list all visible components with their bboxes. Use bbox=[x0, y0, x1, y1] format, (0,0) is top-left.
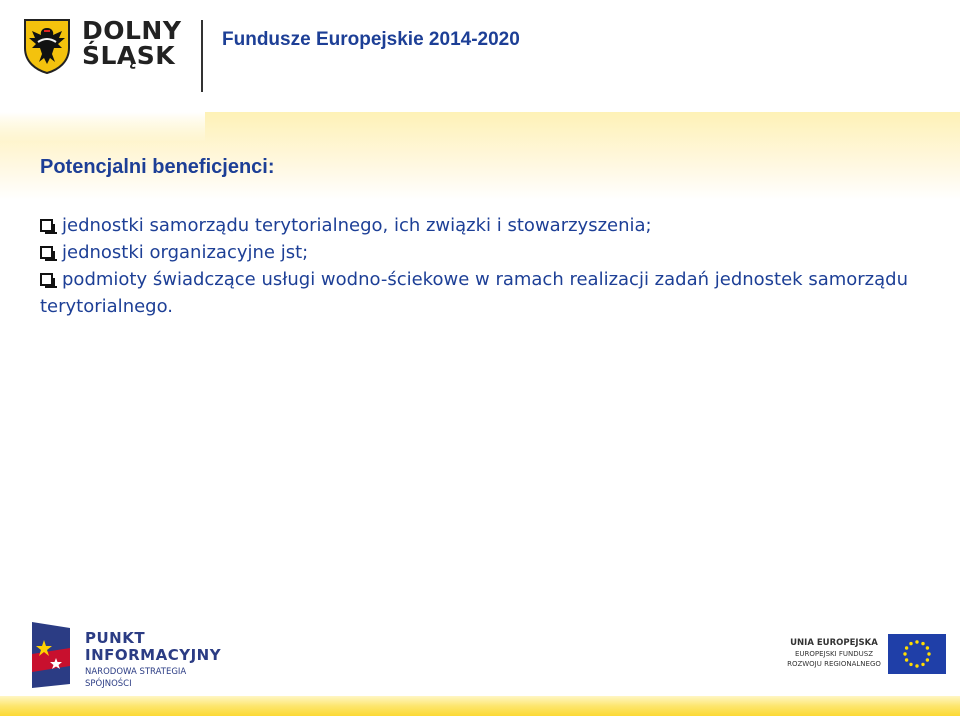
punkt-line1: PUNKT bbox=[85, 629, 146, 647]
punkt-informacyjny-text bbox=[85, 630, 230, 690]
funds-title: Fundusze Europejskie 2014-2020 bbox=[222, 29, 520, 50]
eagle-crest-icon bbox=[22, 18, 72, 74]
punkt-line2: INFORMACYJNY bbox=[85, 646, 222, 664]
page-heading: Potencjalni beneficjenci: bbox=[40, 156, 275, 178]
checkbox-bullet-icon bbox=[40, 273, 53, 286]
punkt-informacyjny-flag-icon bbox=[30, 618, 76, 688]
checkbox-bullet-icon bbox=[40, 246, 53, 259]
eu-line2: EUROPEJSKI FUNDUSZ bbox=[794, 650, 874, 658]
checkbox-bullet-icon bbox=[40, 219, 53, 232]
bottom-yellow-bar bbox=[0, 696, 960, 716]
eu-flag-icon bbox=[888, 634, 946, 674]
region-name-line2: ŚLĄSK bbox=[82, 41, 176, 70]
eu-line3: ROZWOJU REGIONALNEGO bbox=[787, 660, 881, 668]
list-item-text: jednostki organizacyjne jst; bbox=[62, 242, 309, 263]
list-item-text: podmioty świadczące usługi wodno-ściekowe w ramach realizacji zadań jednostek samorządu terytorialnego. bbox=[40, 269, 908, 317]
list-item-text: jednostki samorządu terytorialnego, ich związki i stowarzyszenia; bbox=[62, 215, 652, 236]
eu-logo bbox=[780, 626, 950, 676]
punkt-line3: NARODOWA STRATEGIA SPÓJNOŚCI bbox=[85, 667, 187, 689]
eu-text bbox=[784, 638, 884, 669]
header-divider bbox=[201, 20, 203, 92]
list-item bbox=[40, 239, 920, 266]
beneficiaries-list bbox=[40, 212, 920, 320]
header-white-extension bbox=[0, 112, 205, 142]
region-name bbox=[82, 18, 181, 68]
punkt-informacyjny-logo bbox=[30, 612, 230, 688]
eu-line1: UNIA EUROPEJSKA bbox=[790, 638, 878, 648]
dolny-slask-logo bbox=[22, 18, 190, 78]
list-item bbox=[40, 266, 920, 320]
list-item bbox=[40, 212, 920, 239]
region-name-line1: DOLNY bbox=[82, 16, 182, 45]
